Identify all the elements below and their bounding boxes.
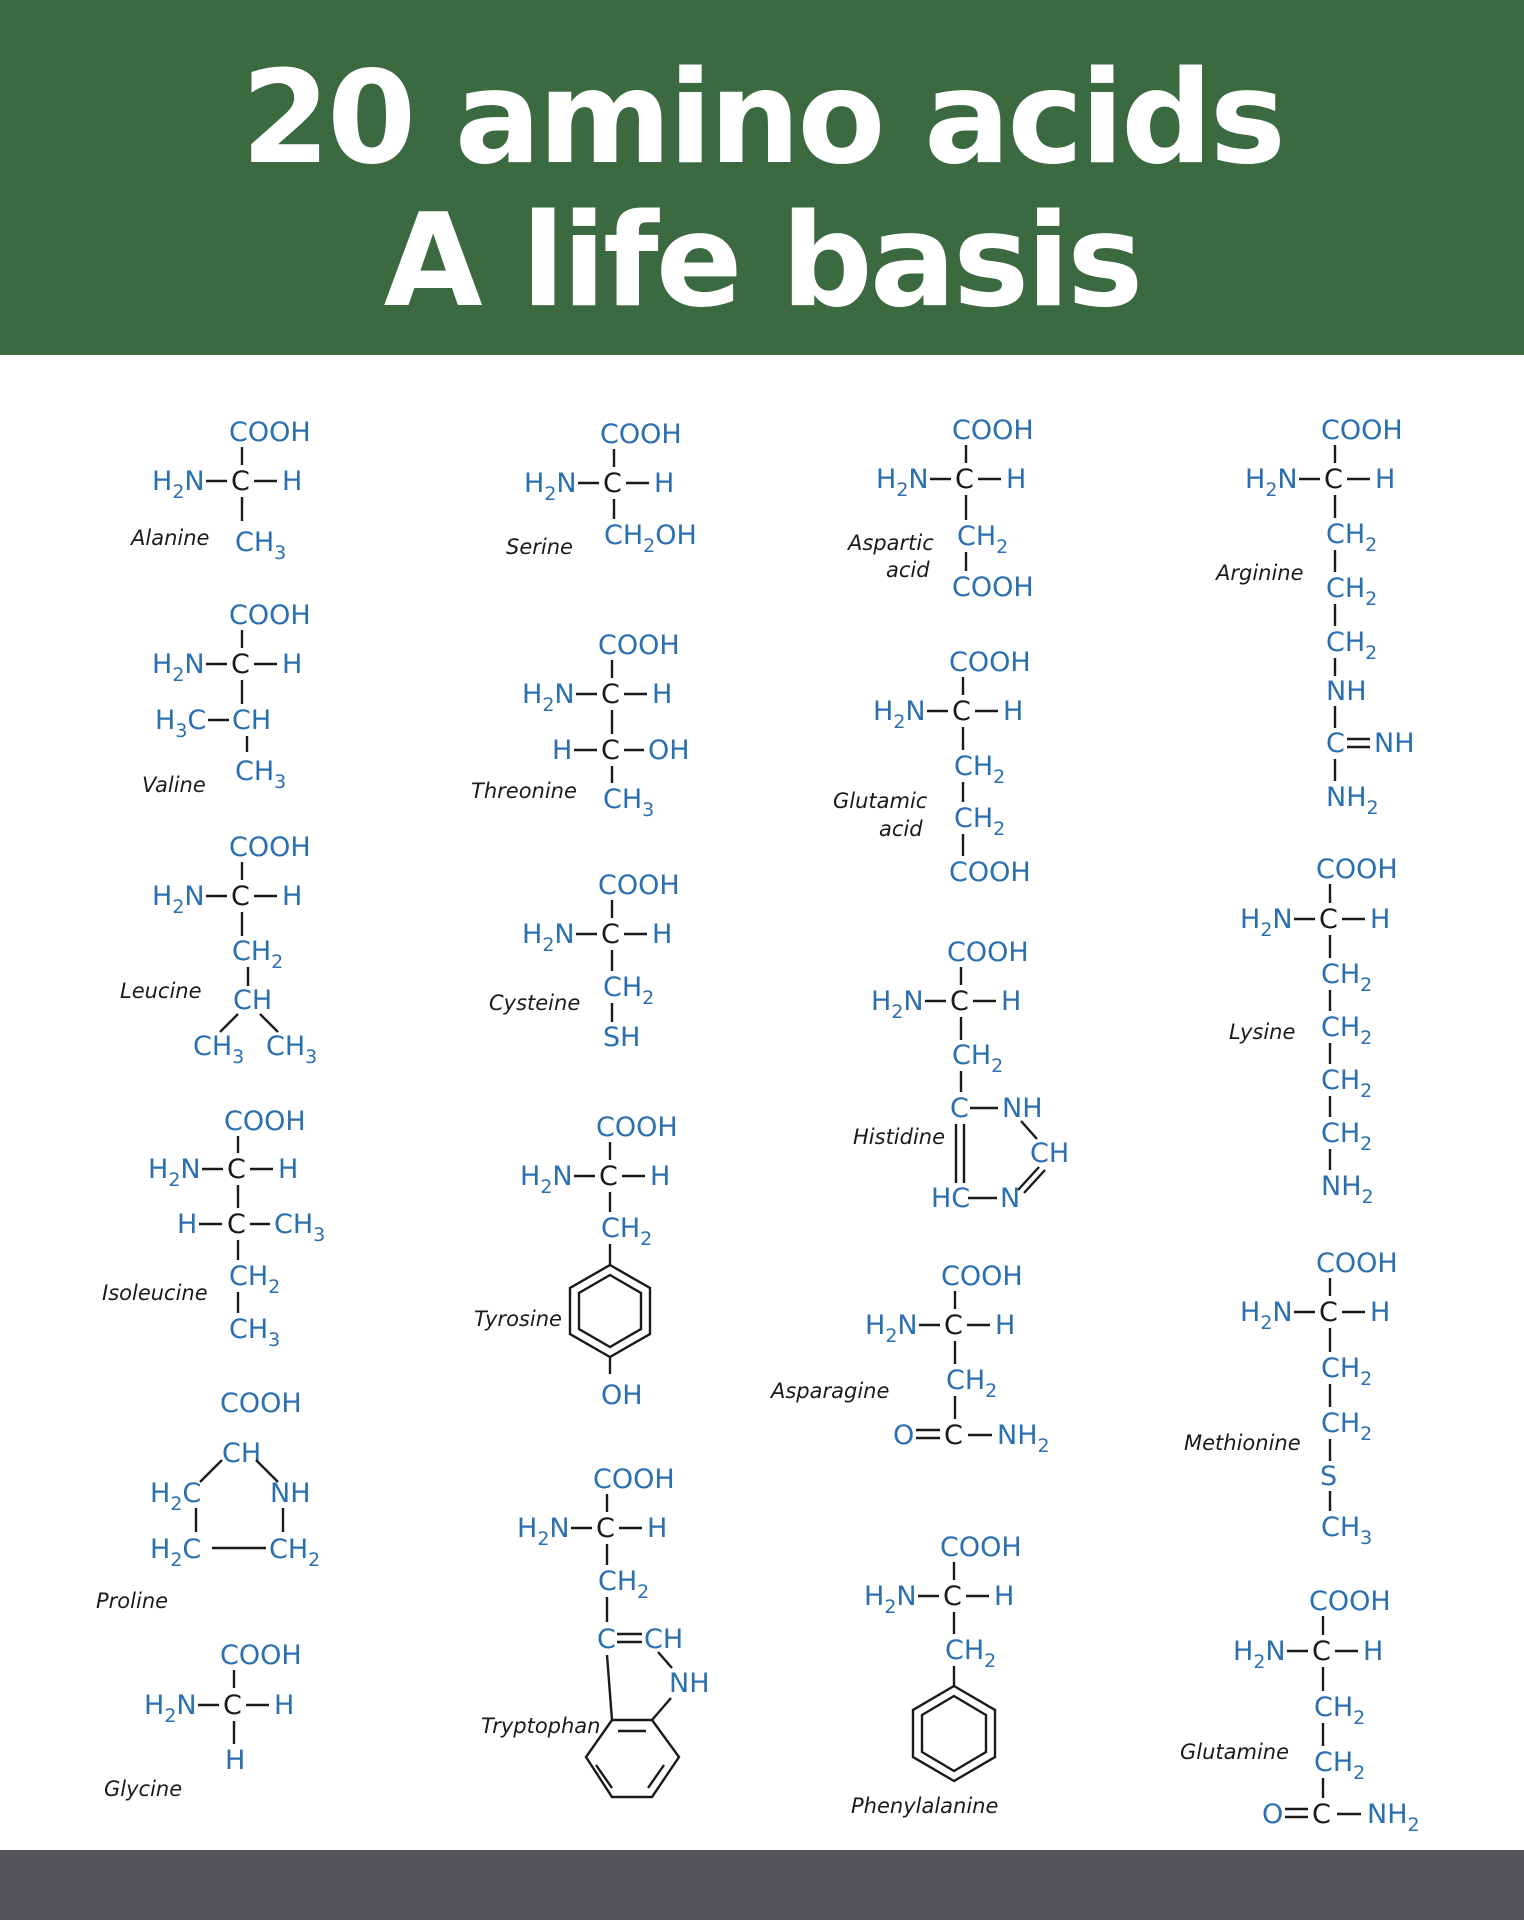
svg-text:C: C bbox=[952, 696, 971, 727]
svg-text:CH: CH bbox=[644, 1624, 684, 1655]
svg-text:CH3: $CH_3$ bbox=[229, 1314, 281, 1351]
glutamic-acid-label-line2: acid bbox=[879, 817, 923, 841]
svg-text:H2N: $H_2N$ bbox=[152, 649, 205, 686]
svg-text:H2N: $H_2N$ bbox=[517, 1513, 570, 1550]
footer-bar bbox=[0, 1850, 1524, 1920]
svg-text:C: C bbox=[950, 986, 969, 1017]
svg-text:C: C bbox=[1324, 464, 1343, 495]
svg-text:O: O bbox=[893, 1420, 915, 1451]
svg-text:COOH: COOH bbox=[596, 1112, 678, 1143]
svg-text:CH2: $CH_2$ bbox=[1321, 1408, 1373, 1445]
svg-text:COOH: COOH bbox=[593, 1464, 675, 1495]
proline-label: Proline bbox=[96, 1589, 169, 1613]
tyrosine-label: Tyrosine bbox=[474, 1307, 562, 1331]
svg-text:NH: NH bbox=[270, 1478, 311, 1509]
svg-text:CH2: $CH_2$ bbox=[1321, 1353, 1373, 1390]
svg-text:COOH: COOH bbox=[598, 630, 680, 661]
svg-text:H: H bbox=[1006, 464, 1027, 495]
methionine-structure bbox=[1184, 1248, 1398, 1549]
arginine-label: Arginine bbox=[1216, 561, 1304, 585]
svg-text:C: C bbox=[227, 1209, 246, 1240]
svg-text:H: H bbox=[654, 468, 675, 499]
svg-text:NH2: $NH_2$ bbox=[997, 1420, 1050, 1457]
svg-text:H2N: $H_2N$ bbox=[522, 679, 575, 716]
svg-text:H: H bbox=[282, 466, 303, 497]
svg-text:NH: NH bbox=[1002, 1093, 1043, 1124]
svg-text:C: C bbox=[231, 881, 250, 912]
svg-text:CH3: $CH_3$ bbox=[274, 1209, 326, 1246]
svg-text:H2N: $H_2N$ bbox=[873, 696, 926, 733]
svg-text:H: H bbox=[652, 679, 673, 710]
svg-text:C: C bbox=[1319, 904, 1338, 935]
histidine-structure bbox=[853, 937, 1069, 1214]
svg-text:H2N: $H_2N$ bbox=[152, 466, 205, 503]
aspartic-acid-label-line2: acid bbox=[886, 558, 930, 582]
svg-text:CH2: $CH_2$ bbox=[1321, 1012, 1373, 1049]
svg-text:H: H bbox=[1363, 1636, 1384, 1667]
aspartic-acid-label: Aspartic bbox=[848, 531, 934, 555]
svg-text:C: C bbox=[601, 735, 620, 766]
lysine-structure bbox=[1229, 854, 1398, 1208]
svg-text:H2N: $H_2N$ bbox=[876, 464, 929, 501]
svg-text:H: H bbox=[177, 1209, 198, 1240]
svg-text:H2N: $H_2N$ bbox=[144, 1690, 197, 1727]
svg-text:H: H bbox=[1370, 1297, 1391, 1328]
serine-structure bbox=[506, 419, 697, 559]
svg-text:CH2: $CH_2$ bbox=[229, 1261, 281, 1298]
glycine-structure bbox=[104, 1640, 302, 1801]
svg-text:C: C bbox=[1319, 1297, 1338, 1328]
svg-text:H: H bbox=[1001, 986, 1022, 1017]
svg-text:CH2: $CH_2$ bbox=[1321, 1118, 1373, 1155]
svg-text:H2N: $H_2N$ bbox=[152, 881, 205, 918]
tyrosine-structure bbox=[474, 1112, 678, 1411]
asparagine-label: Asparagine bbox=[771, 1379, 890, 1403]
threonine-label: Threonine bbox=[471, 779, 577, 803]
svg-text:CH2: $CH_2$ bbox=[601, 1213, 653, 1250]
glycine-label: Glycine bbox=[104, 1777, 183, 1801]
leucine-structure bbox=[120, 832, 317, 1068]
svg-text:C: C bbox=[596, 1513, 615, 1544]
svg-text:N: N bbox=[1000, 1183, 1021, 1214]
svg-text:H2C: $H_2C$ bbox=[150, 1478, 202, 1515]
svg-text:C: C bbox=[223, 1690, 242, 1721]
phenylalanine-label: Phenylalanine bbox=[851, 1794, 999, 1818]
svg-text:NH2: $NH_2$ bbox=[1367, 1799, 1420, 1836]
svg-text:COOH: COOH bbox=[1309, 1586, 1391, 1617]
svg-text:CH2: $CH_2$ bbox=[1326, 627, 1378, 664]
svg-text:C: C bbox=[227, 1154, 246, 1185]
asparagine-structure bbox=[769, 1261, 1050, 1457]
svg-text:CH: CH bbox=[232, 705, 272, 736]
svg-text:COOH: COOH bbox=[1321, 415, 1403, 446]
methionine-label: Methionine bbox=[1184, 1431, 1301, 1455]
svg-text:CH2: $CH_2$ bbox=[954, 803, 1006, 840]
svg-text:CH3: $CH_3$ bbox=[235, 527, 287, 564]
svg-text:CH3: $CH_3$ bbox=[603, 784, 655, 821]
title-line-2: A life basis bbox=[383, 187, 1141, 336]
svg-text:CH2: $CH_2$ bbox=[957, 521, 1009, 558]
svg-text:H: H bbox=[1375, 464, 1396, 495]
svg-text:CH2: $CH_2$ bbox=[1326, 519, 1378, 556]
svg-text:C: C bbox=[601, 679, 620, 710]
title-line-1: 20 amino acids bbox=[241, 44, 1283, 193]
phenylalanine-structure bbox=[851, 1532, 1022, 1818]
tryptophan-structure bbox=[481, 1464, 710, 1797]
lysine-label: Lysine bbox=[1229, 1020, 1296, 1044]
svg-text:COOH: COOH bbox=[952, 415, 1034, 446]
svg-text:H2N: $H_2N$ bbox=[522, 919, 575, 956]
svg-text:H: H bbox=[225, 1745, 246, 1776]
cysteine-label: Cysteine bbox=[489, 991, 581, 1015]
svg-text:S: S bbox=[1320, 1461, 1338, 1492]
svg-text:H: H bbox=[552, 735, 573, 766]
svg-text:CH2: $CH_2$ bbox=[1321, 959, 1373, 996]
svg-text:CH2: $CH_2$ bbox=[945, 1635, 997, 1672]
svg-text:OH: OH bbox=[648, 735, 690, 766]
svg-text:COOH: COOH bbox=[940, 1532, 1022, 1563]
leucine-label: Leucine bbox=[120, 979, 202, 1003]
svg-text:NH: NH bbox=[1374, 728, 1415, 759]
title-banner bbox=[0, 0, 1524, 355]
svg-text:O: O bbox=[1262, 1799, 1284, 1830]
svg-text:C: C bbox=[1312, 1799, 1331, 1830]
aspartic-acid-structure bbox=[846, 415, 1034, 603]
svg-text:CH2: $CH_2$ bbox=[952, 1040, 1004, 1077]
svg-text:CH3: $CH_3$ bbox=[235, 756, 287, 793]
svg-text:CH2: $CH_2$ bbox=[946, 1365, 998, 1402]
svg-text:H: H bbox=[282, 881, 303, 912]
svg-text:H: H bbox=[1003, 696, 1024, 727]
svg-text:H2N: $H_2N$ bbox=[871, 986, 924, 1023]
svg-text:NH2: $NH_2$ bbox=[1326, 782, 1379, 819]
svg-text:COOH: COOH bbox=[952, 572, 1034, 603]
svg-text:COOH: COOH bbox=[949, 857, 1031, 888]
svg-text:C: C bbox=[943, 1581, 962, 1612]
svg-text:H2N: $H_2N$ bbox=[524, 468, 577, 505]
svg-text:H2N: $H_2N$ bbox=[1240, 904, 1293, 941]
svg-text:C: C bbox=[231, 649, 250, 680]
svg-text:CH2: $CH_2$ bbox=[1321, 1065, 1373, 1102]
svg-text:C: C bbox=[603, 468, 622, 499]
svg-text:NH: NH bbox=[1326, 676, 1367, 707]
threonine-structure bbox=[471, 630, 690, 821]
valine-label: Valine bbox=[142, 773, 206, 797]
isoleucine-label: Isoleucine bbox=[102, 1281, 208, 1305]
svg-text:CH2: $CH_2$ bbox=[232, 936, 284, 973]
svg-text:H: H bbox=[995, 1310, 1016, 1341]
svg-text:COOH: COOH bbox=[941, 1261, 1023, 1292]
svg-text:H: H bbox=[278, 1154, 299, 1185]
svg-text:H2N: $H_2N$ bbox=[1245, 464, 1298, 501]
svg-text:H: H bbox=[652, 919, 673, 950]
isoleucine-structure bbox=[102, 1106, 325, 1351]
svg-text:COOH: COOH bbox=[229, 417, 311, 448]
svg-text:COOH: COOH bbox=[229, 832, 311, 863]
svg-text:CH2: $CH_2$ bbox=[1326, 573, 1378, 610]
svg-text:H2N: $H_2N$ bbox=[865, 1310, 918, 1347]
svg-text:C: C bbox=[601, 919, 620, 950]
cysteine-structure bbox=[489, 870, 680, 1053]
svg-text:H2N: $H_2N$ bbox=[520, 1161, 573, 1198]
svg-text:H: H bbox=[274, 1690, 295, 1721]
svg-text:H: H bbox=[1370, 904, 1391, 935]
svg-text:C: C bbox=[597, 1624, 616, 1655]
svg-text:C: C bbox=[1326, 728, 1345, 759]
glutamic-acid-structure bbox=[833, 647, 1031, 888]
proline-structure bbox=[96, 1388, 320, 1613]
svg-text:COOH: COOH bbox=[598, 870, 680, 901]
svg-text:H2N: $H_2N$ bbox=[1240, 1297, 1293, 1334]
valine-structure bbox=[142, 600, 311, 797]
svg-text:C: C bbox=[231, 466, 250, 497]
glutamine-structure bbox=[1180, 1586, 1420, 1836]
svg-text:C: C bbox=[599, 1161, 618, 1192]
svg-text:COOH: COOH bbox=[949, 647, 1031, 678]
svg-text:HC: HC bbox=[931, 1183, 971, 1214]
svg-text:H3C: $H_3C$ bbox=[155, 705, 207, 742]
svg-text:SH: SH bbox=[603, 1022, 641, 1053]
svg-text:COOH: COOH bbox=[220, 1388, 302, 1419]
svg-text:COOH: COOH bbox=[947, 937, 1029, 968]
svg-text:CH2: $CH_2$ bbox=[1314, 1692, 1366, 1729]
svg-text:COOH: COOH bbox=[224, 1106, 306, 1137]
svg-text:CH: CH bbox=[233, 985, 273, 1016]
svg-text:C: C bbox=[955, 464, 974, 495]
svg-text:C: C bbox=[944, 1420, 963, 1451]
glutamic-acid-label: Glutamic bbox=[833, 789, 928, 813]
svg-text:C: C bbox=[950, 1093, 969, 1124]
arginine-structure bbox=[1214, 415, 1415, 819]
svg-text:H: H bbox=[282, 649, 303, 680]
svg-text:COOH: COOH bbox=[229, 600, 311, 631]
svg-text:CH2: $CH_2$ bbox=[598, 1566, 650, 1603]
svg-text:CH2: $CH_2$ bbox=[954, 751, 1006, 788]
svg-text:OH: OH bbox=[601, 1380, 643, 1411]
alanine-label: Alanine bbox=[131, 526, 210, 550]
histidine-label: Histidine bbox=[853, 1125, 946, 1149]
svg-text:H: H bbox=[647, 1513, 668, 1544]
svg-text:H2N: $H_2N$ bbox=[864, 1581, 917, 1618]
alanine-structure bbox=[129, 417, 311, 564]
glutamine-label: Glutamine bbox=[1180, 1740, 1290, 1764]
serine-label: Serine bbox=[506, 535, 573, 559]
svg-text:C: C bbox=[1312, 1636, 1331, 1667]
svg-text:H2C: $H_2C$ bbox=[150, 1534, 202, 1571]
svg-text:CH3: $CH_3$ bbox=[1321, 1512, 1373, 1549]
svg-text:CH3: $CH_3$ bbox=[193, 1031, 245, 1068]
svg-text:CH2: $CH_2$ bbox=[603, 972, 655, 1009]
svg-text:H2N: $H_2N$ bbox=[148, 1154, 201, 1191]
svg-text:H: H bbox=[650, 1161, 671, 1192]
svg-text:COOH: COOH bbox=[220, 1640, 302, 1671]
svg-text:CH2: $CH_2$ bbox=[1314, 1747, 1366, 1784]
svg-text:CH: CH bbox=[222, 1438, 262, 1469]
svg-text:CH2OH: $CH_2OH$ bbox=[604, 520, 697, 557]
svg-text:COOH: COOH bbox=[600, 419, 682, 450]
svg-text:CH2: $CH_2$ bbox=[269, 1534, 321, 1571]
tryptophan-label: Tryptophan bbox=[481, 1714, 601, 1738]
svg-text:CH3: $CH_3$ bbox=[266, 1031, 318, 1068]
svg-text:NH2: $NH_2$ bbox=[1321, 1171, 1374, 1208]
svg-text:CH: CH bbox=[1030, 1138, 1070, 1169]
svg-text:COOH: COOH bbox=[1316, 1248, 1398, 1279]
svg-text:COOH: COOH bbox=[1316, 854, 1398, 885]
svg-text:NH: NH bbox=[669, 1668, 710, 1699]
svg-text:C: C bbox=[944, 1310, 963, 1341]
svg-text:H2N: $H_2N$ bbox=[1233, 1636, 1286, 1673]
svg-text:H: H bbox=[994, 1581, 1015, 1612]
